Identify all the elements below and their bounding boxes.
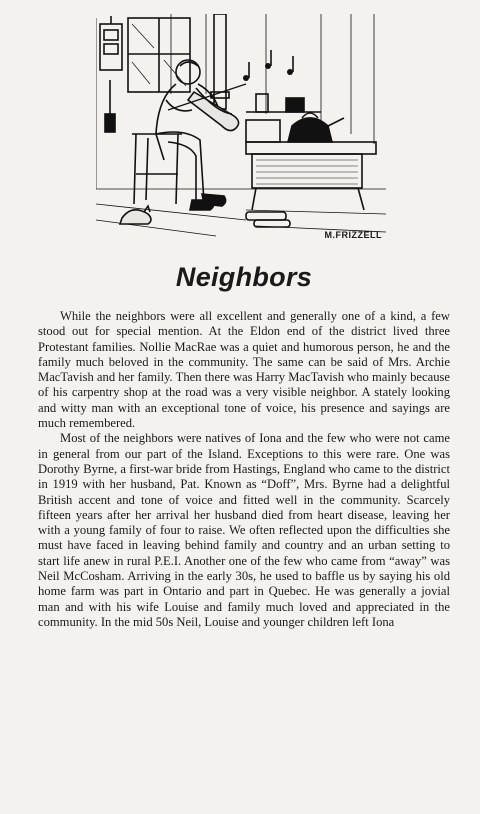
fiddler-by-stove-illustration <box>96 14 386 244</box>
illustrator-signature: M.FRIZZELL <box>324 230 382 240</box>
book-page <box>0 14 480 814</box>
chapter-title: Neighbors <box>175 262 313 292</box>
paragraph: While the neighbors were all excellent and generally one of a kind, a few stood out for special mention. At the Eldon end of the district lived three Protestant families. Nollie MacRae was a quiet and humorous person, he and the family much beloved in the community. The same can be said of Mrs. Archie MacTavish and her family. Then there was Harry MacTavish who mainly because of his carpentry shop at the road was a very visible neighbor. A stately looking and witty man with an exceptional tone of voice, his presence and sayings are much remembered. <box>38 309 450 431</box>
paragraph: Most of the neighbors were natives of Iona and the few who were not came in general from our part of the Island. Exceptions to this were rare. One was Dorothy Byrne, a first-war bride from Hastings, England who came to the district in 1919 with her husband, Pat. Known as “Doff”, Mrs. Byrne had a delightful British accent and tone of voice and fitted well in the community. Scarcely fifteen years after her arrival her husband died from heart disease, leaving her with a young family of four to raise. We often reflected upon the difficulties she must have faced in leaving behind family and country and an urban setting to start life anew in rural P.E.I. Another one of the few who came from “away” was Neil McCosham. Arriving in the early 30s, he used to baffle us by saying his old home farm was part in Ontario and part in Quebec. He was generally a jovial man and with his wife Louise and family much loved and appreciated in the community. In the mid 50s Neil, Louise and younger children left Iona <box>38 431 450 629</box>
chapter-body <box>38 309 450 630</box>
chapter-illustration <box>96 14 386 244</box>
